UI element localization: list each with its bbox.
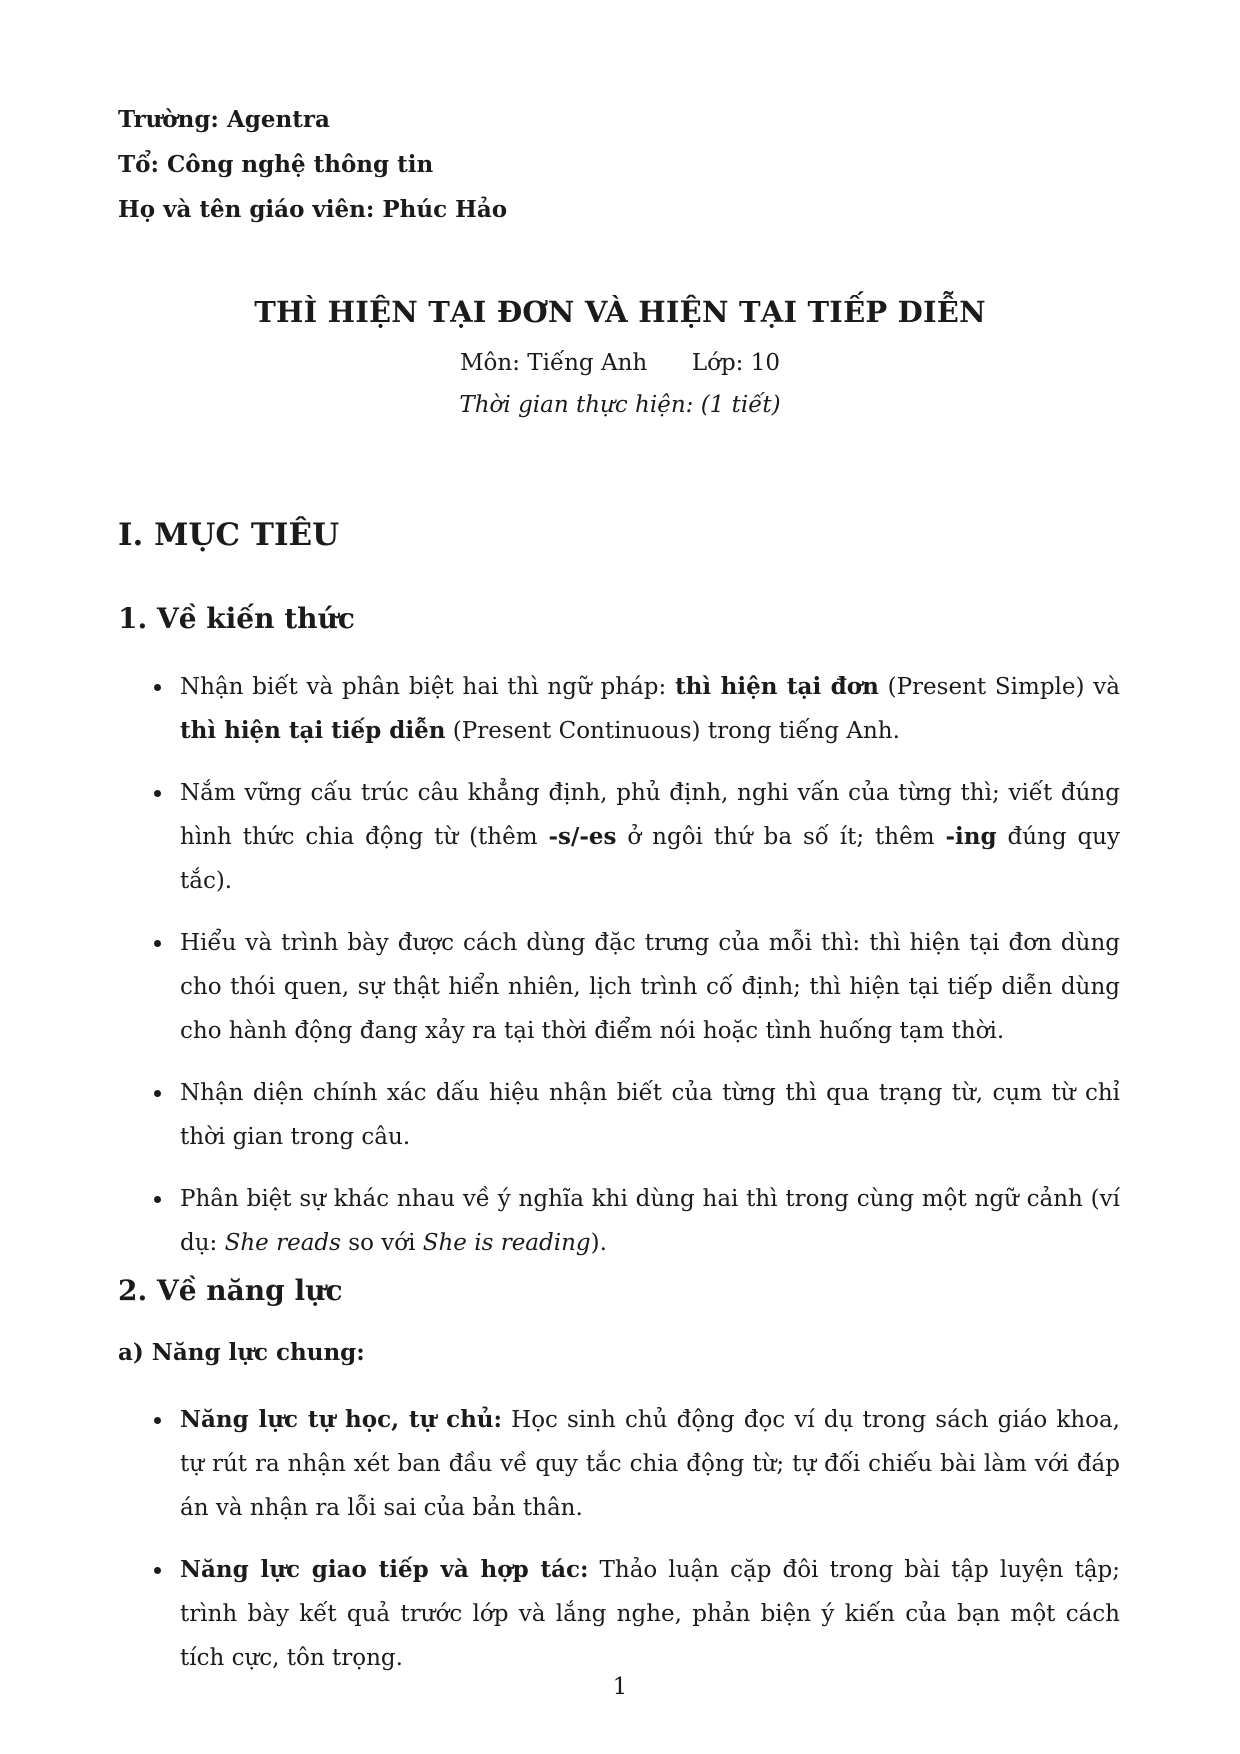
list-item: Năng lực giao tiếp và hợp tác: Thảo luận cặp đôi trong bài tập luyện tập; trình bày kết quả trước lớp và lắng nghe, phản biện ý kiến của bạn một cách tích cực, tôn trọng. <box>180 1548 1120 1680</box>
list-item: Hiểu và trình bày được cách dùng đặc trưng của mỗi thì: thì hiện tại đơn dùng cho thói quen, sự thật hiển nhiên, lịch trình cố định; thì hiện tại tiếp diễn dùng cho hành động đang xảy ra tại thời điểm nói hoặc tình huống tạm thời. <box>180 921 1120 1053</box>
teacher-label: Họ và tên giáo viên: <box>118 196 375 223</box>
group-label: Tổ: <box>118 151 159 178</box>
group-line <box>118 150 433 180</box>
bullet-icon <box>154 1417 161 1424</box>
subsection-heading-competencies: 2. Về năng lực <box>118 1274 343 1307</box>
list-item: Phân biệt sự khác nhau về ý nghĩa khi dùng hai thì trong cùng một ngữ cảnh (ví dụ: She reads so với She is reading). <box>180 1177 1120 1265</box>
bullet-icon <box>154 684 161 691</box>
subject-line <box>0 348 1240 378</box>
group-name: Công nghệ thông tin <box>166 151 434 178</box>
bullet-icon <box>154 940 161 947</box>
page-number: 1 <box>612 1674 628 1700</box>
knowledge-list <box>180 665 1120 1265</box>
school-label: Trường: <box>118 106 219 133</box>
list-item: Nhận diện chính xác dấu hiệu nhận biết của từng thì qua trạng từ, cụm từ chỉ thời gian trong câu. <box>180 1071 1120 1159</box>
bullet-icon <box>154 1090 161 1097</box>
duration-line: Thời gian thực hiện: (1 tiết) <box>459 392 781 418</box>
subject-value: Tiếng Anh <box>527 350 648 376</box>
grade-label: Lớp: <box>691 350 744 376</box>
section-heading-objectives: I. MỤC TIÊU <box>118 517 340 553</box>
teacher-line <box>118 195 507 225</box>
subsubsection-heading-general: a) Năng lực chung: <box>118 1339 365 1366</box>
document-title: THÌ HIỆN TẠI ĐƠN VÀ HIỆN TẠI TIẾP DIỄN <box>254 295 986 329</box>
subsection-heading-knowledge: 1. Về kiến thức <box>118 602 355 635</box>
bullet-icon <box>154 1567 161 1574</box>
list-item: Năng lực tự học, tự chủ: Học sinh chủ động đọc ví dụ trong sách giáo khoa, tự rút ra nhận xét ban đầu về quy tắc chia động từ; tự đối chiếu bài làm với đáp án và nhận ra lỗi sai của bản thân. <box>180 1398 1120 1530</box>
school-name: Agentra <box>226 106 330 133</box>
grade-value: 10 <box>750 350 781 376</box>
list-item: Nhận biết và phân biệt hai thì ngữ pháp: thì hiện tại đơn (Present Simple) và thì hiện tại tiếp diễn (Present Continuous) trong tiếng Anh. <box>180 665 1120 753</box>
teacher-name: Phúc Hảo <box>382 196 508 223</box>
general-competency-list <box>180 1398 1120 1680</box>
list-item: Nắm vững cấu trúc câu khẳng định, phủ định, nghi vấn của từng thì; viết đúng hình thức chia động từ (thêm -s/-es ở ngôi thứ ba số ít; thêm -ing đúng quy tắc). <box>180 771 1120 903</box>
bullet-icon <box>154 790 161 797</box>
subject-label: Môn: <box>459 350 520 376</box>
school-line <box>118 105 330 135</box>
bullet-icon <box>154 1196 161 1203</box>
